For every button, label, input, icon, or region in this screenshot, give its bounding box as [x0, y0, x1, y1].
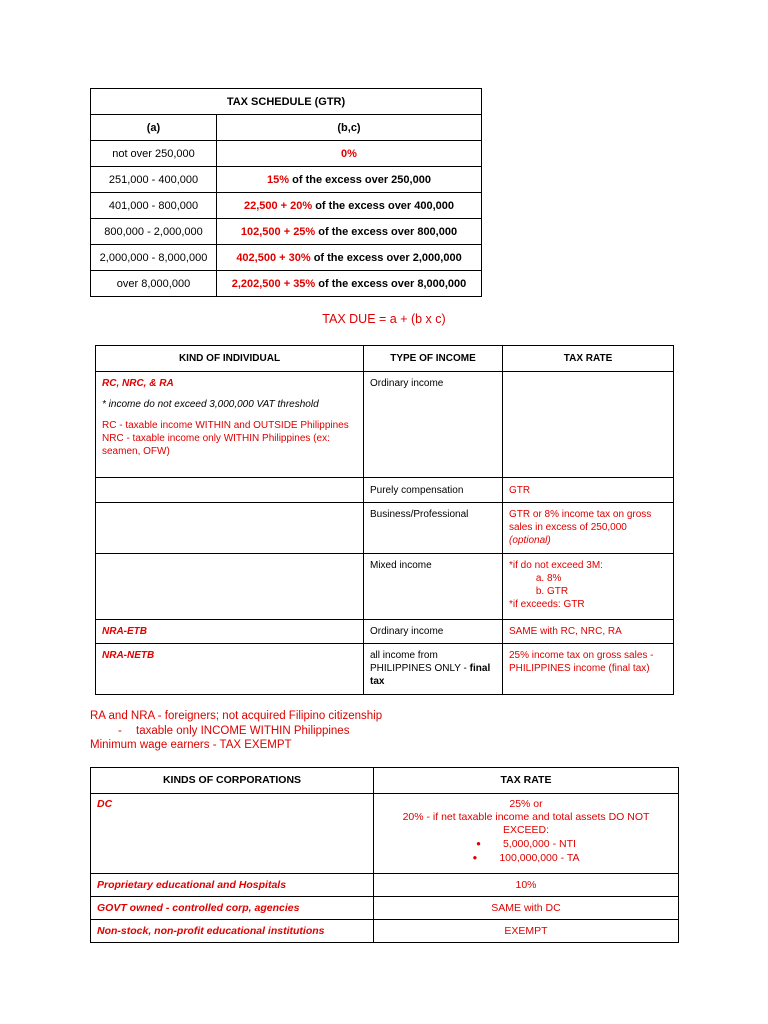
bracket-cell: 800,000 - 2,000,000 — [91, 219, 217, 245]
table-row — [96, 372, 674, 478]
table-row — [91, 141, 482, 167]
empty-kind-cell — [96, 503, 364, 554]
nonstock-rate: EXEMPT — [374, 920, 679, 943]
tax-due-formula: TAX DUE = a + (b x c) — [322, 312, 446, 326]
note-minimum-wage: Minimum wage earners - TAX EXEMPT — [90, 739, 292, 751]
ordinary-income-cell: Ordinary income — [364, 372, 503, 478]
govt-rate: SAME with DC — [374, 897, 679, 920]
rc-description: RC - taxable income WITHIN and OUTSIDE Philippines — [102, 420, 349, 431]
tax-schedule-title: TAX SCHEDULE (GTR) — [91, 89, 482, 115]
nrc-description: NRC - taxable income only WITHIN Philippines (ex: seamen, OFW) — [102, 433, 330, 457]
dc-thresholds — [380, 837, 672, 865]
business-rate: GTR or 8% income tax on gross sales in excess of 250,000 — [509, 509, 652, 533]
dc-threshold-ta: ● 100,000,000 - TA — [380, 851, 672, 865]
empty-kind-cell — [96, 478, 364, 503]
nra-netb-rate: 25% income tax on gross sales - PHILIPPINES income (final tax) — [503, 644, 674, 695]
dc-rate-25: 25% or — [509, 798, 543, 810]
bracket-cell: 401,000 - 800,000 — [91, 193, 217, 219]
table-row — [96, 503, 674, 554]
empty-kind-cell — [96, 554, 364, 620]
rate-red: 102,500 + 25% — [240, 225, 316, 238]
table-row — [91, 920, 679, 943]
mixed-rate-condition: *if do not exceed 3M: — [509, 560, 603, 571]
proprietary-label: Proprietary educational and Hospitals — [91, 874, 374, 897]
rate-rest: of the excess over 250,000 — [289, 173, 431, 186]
bracket-cell: 2,000,000 - 8,000,000 — [91, 245, 217, 271]
note-dash: - — [118, 724, 122, 737]
table-row — [96, 478, 674, 503]
table-row — [96, 644, 674, 695]
rate-red: 22,500 + 20% — [243, 199, 313, 212]
proprietary-rate: 10% — [374, 874, 679, 897]
notes-section — [90, 709, 382, 753]
business-professional-cell: Business/Professional — [364, 503, 503, 554]
nra-netb-label: NRA-NETB — [96, 644, 364, 695]
govt-label: GOVT owned - controlled corp, agencies — [91, 897, 374, 920]
rate-rest: of the excess over 800,000 — [315, 225, 458, 238]
table-row — [91, 271, 482, 297]
rate-red: 402,500 + 30% — [236, 251, 311, 264]
rc-nrc-ra-title: RC, NRC, & RA — [102, 378, 174, 389]
mixed-rate-option-b: b. GTR — [547, 585, 667, 598]
table-row — [91, 897, 679, 920]
table-row — [96, 620, 674, 644]
rc-threshold-note: * income do not exceed 3,000,000 VAT threshold — [102, 399, 319, 410]
nra-netb-income: all income from PHILIPPINES ONLY - — [370, 650, 470, 674]
nra-netb-final-tax: final tax — [370, 663, 491, 687]
mixed-rate-options — [509, 572, 667, 598]
rate-rest: of the excess over 400,000 — [312, 199, 455, 212]
corporations-tax-table — [90, 767, 679, 943]
table-row — [91, 193, 482, 219]
header-corp-tax-rate: TAX RATE — [374, 768, 679, 794]
purely-compensation-rate: GTR — [503, 478, 674, 503]
note-taxable-income: taxable only INCOME WITHIN Philippines — [136, 724, 350, 737]
table-row — [91, 794, 679, 874]
column-header-a: (a) — [91, 115, 217, 141]
dc-threshold-nti: ● 5,000,000 - NTI — [380, 837, 672, 851]
table-row — [91, 245, 482, 271]
rate-red: 15% — [267, 173, 290, 186]
rate-rest: of the excess over 2,000,000 — [310, 251, 462, 264]
table-row — [91, 219, 482, 245]
bracket-cell: over 8,000,000 — [91, 271, 217, 297]
nra-etb-label: NRA-ETB — [96, 620, 364, 644]
dc-label: DC — [91, 794, 374, 874]
note-ra-nra: RA and NRA - foreigners; not acquired Filipino citizenship — [90, 710, 383, 722]
bracket-cell: 251,000 - 400,000 — [91, 167, 217, 193]
header-tax-rate: TAX RATE — [503, 346, 674, 372]
individual-tax-table — [95, 345, 674, 695]
mixed-income-cell: Mixed income — [364, 554, 503, 620]
tax-schedule-table — [90, 88, 482, 297]
empty-rate-cell — [503, 372, 674, 478]
table-row — [96, 554, 674, 620]
mixed-rate-option-a: a. 8% — [547, 572, 667, 585]
business-rate-optional: (optional) — [509, 535, 551, 546]
dc-rate-20-condition: 20% - if net taxable income and total assets DO NOT EXCEED: — [402, 811, 650, 836]
header-kind-of-individual: KIND OF INDIVIDUAL — [96, 346, 364, 372]
rate-red: 2,202,500 + 35% — [231, 277, 316, 290]
nonstock-label: Non-stock, non-profit educational institutions — [91, 920, 374, 943]
nra-etb-rate: SAME with RC, NRC, RA — [503, 620, 674, 644]
bracket-cell: not over 250,000 — [91, 141, 217, 167]
header-kinds-of-corporations: KINDS OF CORPORATIONS — [91, 768, 374, 794]
table-row — [91, 167, 482, 193]
header-type-of-income: TYPE OF INCOME — [364, 346, 503, 372]
rate-rest: of the excess over 8,000,000 — [315, 277, 467, 290]
table-row — [91, 874, 679, 897]
column-header-bc: (b,c) — [217, 115, 482, 141]
rate-red: 0% — [341, 147, 357, 160]
mixed-rate-exceeds: *if exceeds: GTR — [509, 599, 585, 610]
nra-etb-income: Ordinary income — [364, 620, 503, 644]
purely-compensation-cell: Purely compensation — [364, 478, 503, 503]
